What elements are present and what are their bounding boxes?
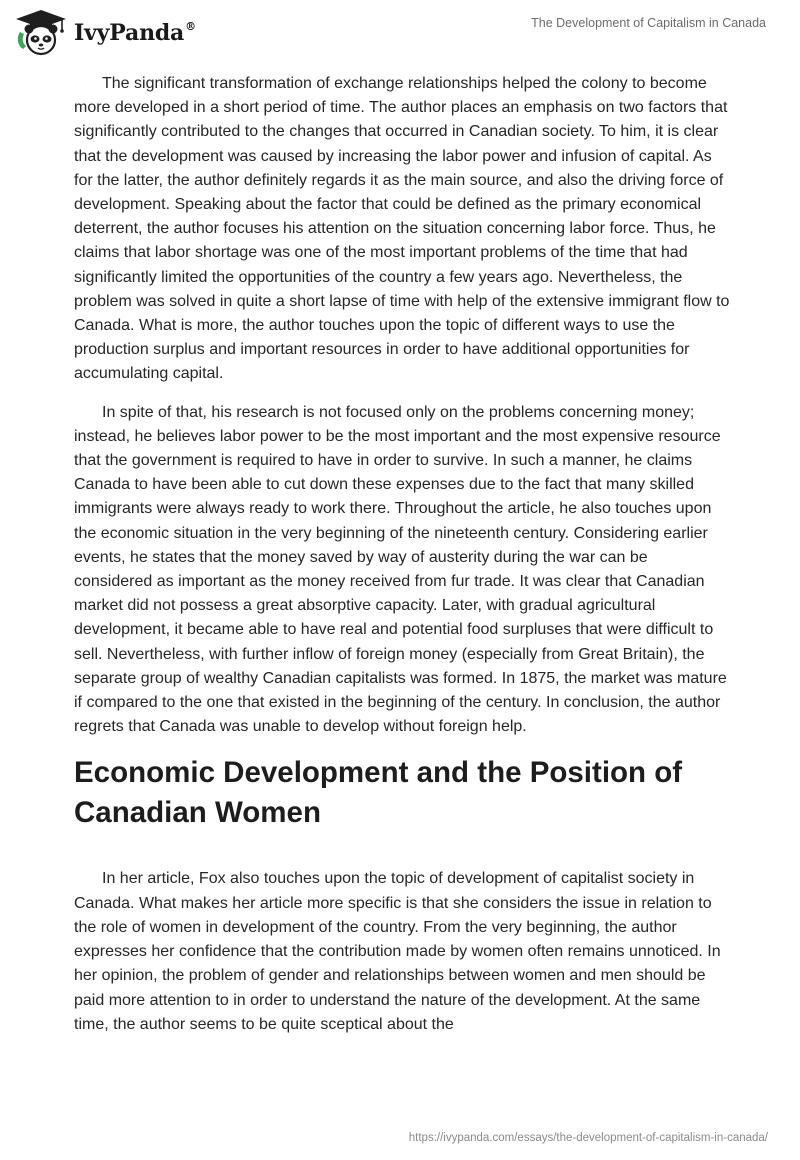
footer-source-url[interactable]: https://ivypanda.com/essays/the-development-of-capitalism-in-canada/ <box>408 1132 768 1144</box>
brand-logo[interactable] <box>14 8 196 56</box>
paragraph-3: In her article, Fox also touches upon the topic of development of capitalist society in Canada. What makes her article more specific is that she considers the issue in relation to the role of women in development of the country. From the very beginning, the author expresses her confidence that the contribution made by women often remains unnoticed. In her opinion, the problem of gender and relationships between women and men should be paid more attention to in order to understand the nature of the development. At the same time, the author seems to be quite sceptical about the <box>74 870 721 1033</box>
panda-graduate-icon <box>14 8 68 56</box>
section-heading: Economic Development and the Position of Canadian Women <box>74 756 683 830</box>
document-title: The Development of Capitalism in Canada <box>531 16 766 30</box>
paragraph-2: In spite of that, his research is not focused only on the problems concerning money; instead, he believes labor power to be the most important and the most expensive resource that the government is required to have in order to survive. In such a manner, he claims Canada to have been able to cut down these expenses due to the fact that many skilled immigrants were always ready to work there. Throughout the article, he also touches upon the economic situation in the very beginning of the nineteenth century. Considering earlier events, he states that the money saved by way of austerity during the war can be considered as important as the money received from fur trade. It was clear that Canadian market did not possess a great absorptive capacity. Later, with gradual agricultural development, it became able to have real and potential food surpluses that were difficult to sell. Nevertheless, with further inflow of foreign money (especially from Great Britain), the separate group of wealthy Canadian capitalists was formed. In 1875, the market was mature if compared to the one that existed in the beginning of the century. In conclusion, the author regrets that Canada was unable to develop without foreign help. <box>74 403 727 736</box>
brand-name: IvyPanda® <box>74 20 196 46</box>
article-body <box>74 72 730 1051</box>
paragraph-1: The significant transformation of exchange relationships helped the colony to become more developed in a short period of time. The author places an emphasis on two factors that significantly contributed to the changes that occurred in Canadian society. To him, it is clear that the development was caused by increasing the labor power and infusion of capital. As for the latter, the author definitely regards it as the main source, and also the driving force of development. Speaking about the factor that could be defined as the primary economical deterrent, the author focuses his attention on the situation concerning labor force. Thus, he claims that labor shortage was one of the most important problems of the time that had significantly limited the opportunities of the country a few years ago. Nevertheless, the problem was solved in quite a short lapse of time with help of the extensive immigrant flow to Canada. What is more, the author touches upon the topic of different ways to use the production surplus and important resources in order to have additional opportunities for accumulating capital. <box>74 75 730 383</box>
page-header <box>0 0 800 72</box>
